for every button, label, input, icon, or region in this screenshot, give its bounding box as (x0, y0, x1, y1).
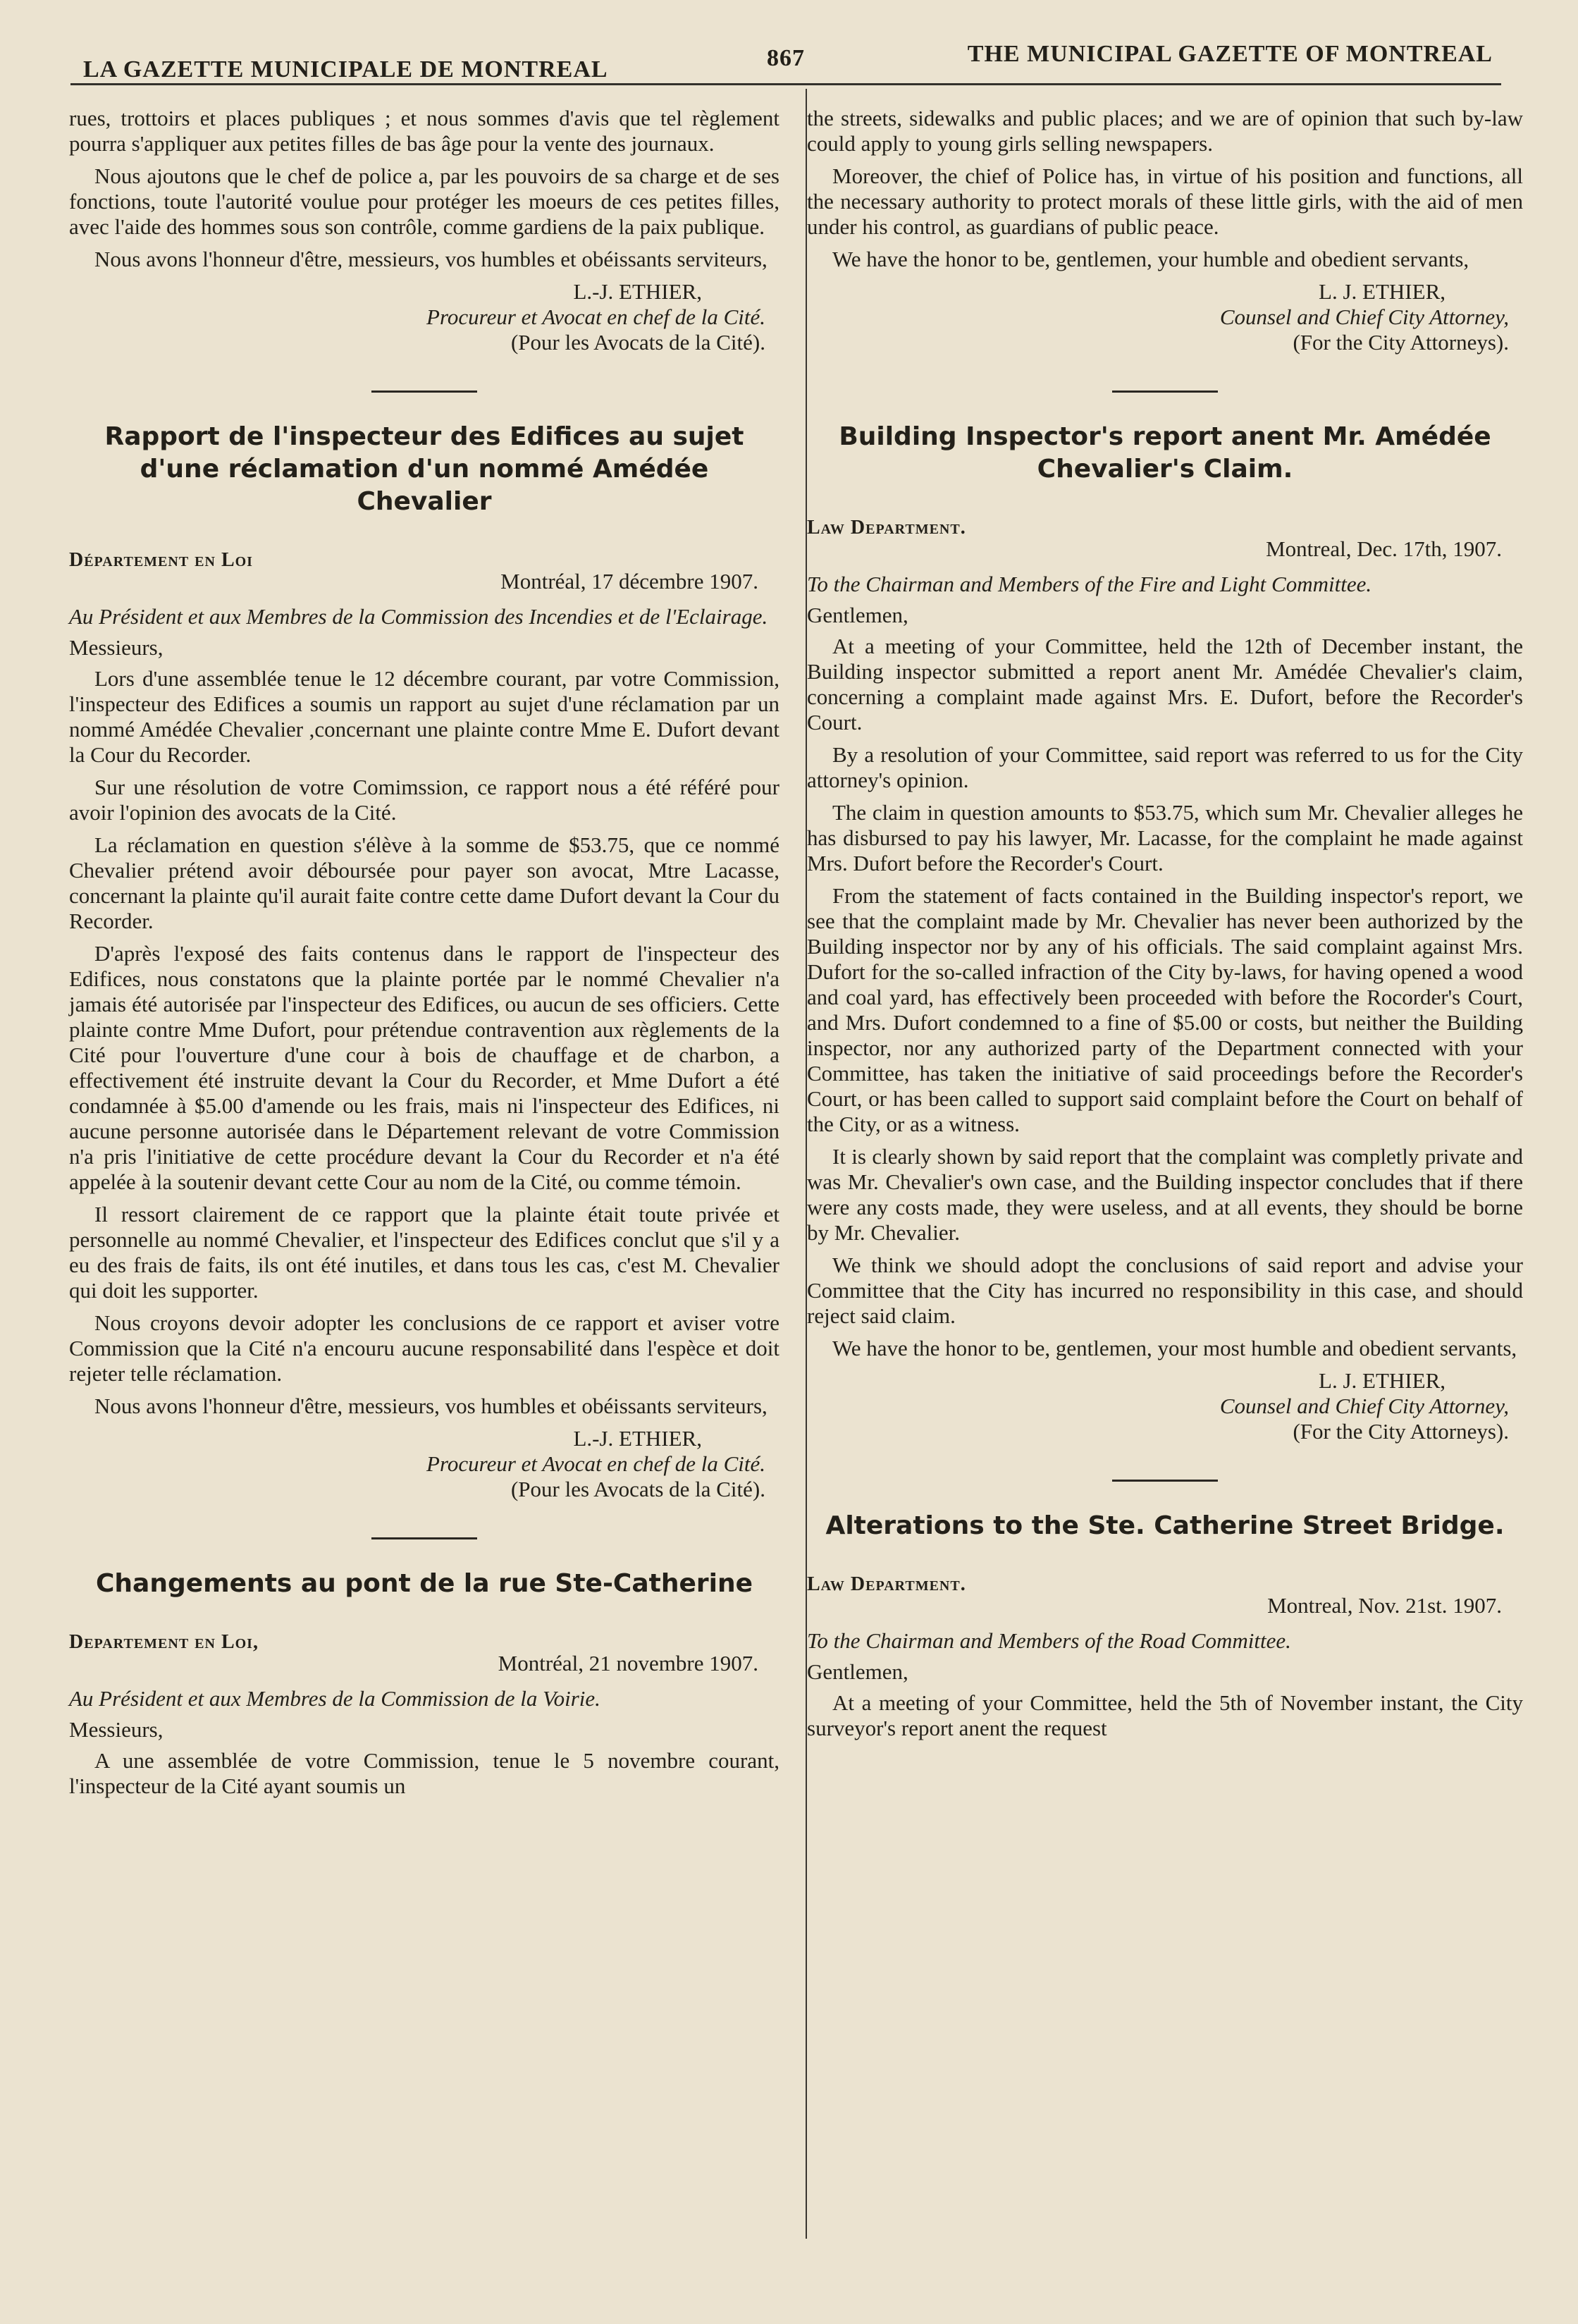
section-separator (1112, 1480, 1218, 1482)
paragraph: the streets, sidewalks and public places; and we are of opinion that such by-law could apply to young girls selling newspapers. (807, 106, 1523, 156)
dept-date-line (807, 1572, 1523, 1623)
paragraph: We have the honor to be, gentlemen, your humble and obedient servants, (832, 247, 1469, 271)
paragraph: The claim in question amounts to $53.75, which sum Mr. Chevalier alleges he has disbursed to pay his lawyer, Mr. Lacasse, for the complaint he made against Mrs. Dufort before the Recorder's Court. (807, 800, 1523, 875)
addressee: Au Président et aux Membres de la Commission de la Voirie. (69, 1686, 600, 1711)
signature-name: L. J. ETHIER, (1319, 279, 1446, 304)
salutation: Gentlemen, (807, 603, 908, 627)
paragraph: We have the honor to be, gentlemen, your most humble and obedient servants, (832, 1336, 1517, 1360)
paragraph: From the statement of facts contained in the Building inspector's report, we see that the complaint made by Mr. Chevalier has never been authorized by the Building inspector nor by any of his officials. The said complaint against Mrs. Dufort for the so-called infraction of the City by-laws, for having opened a wood and coal yard, has effectively been proceeded with before the Rocorder's Court, and Mrs. Dufort condemned to a fine of $5.00 or costs, but neither the Building inspector, nor any authorized party of the Department connected with your Committee, has taken the initiative of said proceedings before the Recorder's Court, or has been called to support said complaint before the Court on behalf of the City, or as a witness. (807, 883, 1523, 1136)
paragraph: Nous avons l'honneur d'être, messieurs, vos humbles et obéissants serviteurs, (94, 1394, 768, 1418)
section-separator (371, 391, 477, 393)
page-header (83, 41, 1493, 83)
paragraph: Lors d'une assemblée tenue le 12 décembre courant, par votre Commission, l'inspecteur des Edifices a soumis un rapport au sujet d'une réclamation par un nommé Amédée Chevalier ,concernant une plainte contre Mme E. Dufort devant la Cour du Recorder. (69, 666, 779, 767)
paragraph: A une assemblée de votre Commission, tenue le 5 novembre courant, l'inspecteur de la Cité ayant soumis un (69, 1748, 779, 1798)
article-heading: Changements au pont de la rue Ste-Catherine (95, 1569, 753, 1598)
department-label: Département en Loi (69, 549, 253, 571)
section-separator (1112, 391, 1218, 393)
signature-note: (For the City Attorneys). (1293, 1419, 1509, 1444)
article-heading: Building Inspector's report anent Mr. Amédée Chevalier's Claim. (839, 422, 1491, 484)
paragraph: Nous ajoutons que le chef de police a, par les pouvoirs de sa charge et de ses fonctions, toute l'autorité voulue pour protéger les moeurs de ces petites filles, avec l'aide des hommes sous son contrôle, comme gardiens de la paix publique. (69, 164, 779, 239)
department-label: Law Department. (807, 517, 966, 539)
paragraph: At a meeting of your Committee, held the 5th of November instant, the City surveyor's report anent the request (807, 1690, 1523, 1740)
signature-title: Procureur et Avocat en chef de la Cité. (426, 1451, 765, 1476)
paragraph: Nous avons l'honneur d'être, messieurs, vos humbles et obéissants serviteurs, (94, 247, 768, 271)
left-column (69, 106, 779, 1806)
salutation: Gentlemen, (807, 1659, 908, 1684)
dateline: Montréal, 21 novembre 1907. (498, 1651, 758, 1676)
header-rule (70, 83, 1501, 85)
article-heading: Alterations to the Ste. Catherine Street Bridge. (825, 1511, 1505, 1540)
dateline: Montreal, Dec. 17th, 1907. (1266, 536, 1502, 561)
header-english-title: THE MUNICIPAL GAZETTE OF MONTREAL (967, 41, 1493, 67)
page-number: 867 (767, 45, 805, 71)
addressee: To the Chairman and Members of the Fire and Light Committee. (807, 572, 1372, 596)
signature-name: L. J. ETHIER, (1319, 1368, 1446, 1393)
signature-note: (For the City Attorneys). (1293, 330, 1509, 355)
dept-date-line (807, 515, 1523, 566)
section-separator (371, 1537, 477, 1539)
paragraph: D'après l'exposé des faits contenus dans le rapport de l'inspecteur des Edifices, nous constatons que la plainte portée par le nommé Chevalier n'a jamais été autorisée par l'inspecteur des Edifices, ou aucun de ses officiers. Cette plainte contre Mme Dufort, pour prétendue contravention aux règlements de la Cité pour l'ouverture d'une cour à bois de chauffage et de charbon, a effectivement été instruite devant la Cour du Recorder, et Mme Dufort a été condamnée à $5.00 d'amende ou les frais, mais ni l'inspecteur des Edifices, ni aucune personne autorisée dans le Département relevant de votre Commission n'a pris l'initiative de cette procédure devant la Cour du Recorder et n'a été appelée à la soutenir devant cette Cour au nom de la Cité, ou comme témoin. (69, 941, 779, 1194)
signature-title: Counsel and Chief City Attorney, (1219, 305, 1509, 329)
signature-note: (Pour les Avocats de la Cité). (510, 1477, 765, 1501)
signature-name: L.-J. ETHIER, (573, 279, 702, 304)
paragraph: Nous croyons devoir adopter les conclusions de ce rapport et aviser votre Commission que la Cité n'a encouru aucune responsabilité dans l'espèce et doit rejeter telle réclamation. (69, 1310, 779, 1386)
header-french-title: LA GAZETTE MUNICIPALE DE MONTREAL (83, 56, 608, 82)
paragraph: By a resolution of your Committee, said report was referred to us for the City attorney's opinion. (807, 742, 1523, 792)
paragraph: Il ressort clairement de ce rapport que la plainte était toute privée et personnelle au nommé Chevalier, et l'inspecteur des Edifices conclut que s'il y a eu des frais de faits, ils ont été inutiles, et dans tous les cas, c'est M. Chevalier qui doit les supporter. (69, 1202, 779, 1303)
dateline: Montreal, Nov. 21st. 1907. (1267, 1593, 1502, 1618)
signature-title: Counsel and Chief City Attorney, (1219, 1394, 1509, 1418)
addressee: To the Chairman and Members of the Road Committee. (807, 1628, 1291, 1653)
dept-date-line (69, 1630, 779, 1680)
paragraph: rues, trottoirs et places publiques ; et nous sommes d'avis que tel règlement pourra s'appliquer aux petites filles de bas âge pour la vente des journaux. (69, 106, 779, 156)
right-column (807, 106, 1523, 1748)
signature-title: Procureur et Avocat en chef de la Cité. (426, 305, 765, 329)
addressee: Au Président et aux Membres de la Commission des Incendies et de l'Eclairage. (69, 604, 768, 629)
department-label: Departement en Loi, (69, 1631, 259, 1653)
paragraph: La réclamation en question s'élève à la somme de $53.75, que ce nommé Chevalier prétend avoir déboursée pour payer son avocat, Mtre Lacasse, concernant la plainte qu'il aurait faite contre cette dame Dufort devant la Cour du Recorder. (69, 832, 779, 933)
dateline: Montréal, 17 décembre 1907. (500, 569, 758, 594)
paragraph: It is clearly shown by said report that the complaint was completly private and was Mr. Chevalier's own case, and the Building inspector concludes that if there were any costs made, they were useless, and at all events, they should be borne by Mr. Chevalier. (807, 1144, 1523, 1245)
paragraph: Sur une résolution de votre Comimssion, ce rapport nous a été référé pour avoir l'opinion des avocats de la Cité. (69, 775, 779, 825)
dept-date-line (69, 548, 779, 598)
paragraph: We think we should adopt the conclusions of said report and advise your Committee that the City has incurred no responsibility in this case, and should reject said claim. (807, 1253, 1523, 1328)
salutation: Messieurs, (69, 1717, 164, 1742)
paragraph: Moreover, the chief of Police has, in virtue of his position and functions, all the necessary authority to protect morals of these little girls, with the aid of men under his control, as guardians of public peace. (807, 164, 1523, 239)
paragraph: At a meeting of your Committee, held the 12th of December instant, the Building inspector submitted a report anent Mr. Amédée Chevalier's claim, concerning a complaint made against Mrs. E. Dufort, before the Recorder's Court. (807, 634, 1523, 734)
article-heading: Rapport de l'inspecteur des Edifices au sujet d'une réclamation d'un nommé Amédée Chevalier (104, 422, 744, 516)
department-label: Law Department. (807, 1573, 966, 1595)
signature-name: L.-J. ETHIER, (573, 1426, 702, 1451)
salutation: Messieurs, (69, 635, 164, 660)
signature-note: (Pour les Avocats de la Cité). (510, 330, 765, 355)
